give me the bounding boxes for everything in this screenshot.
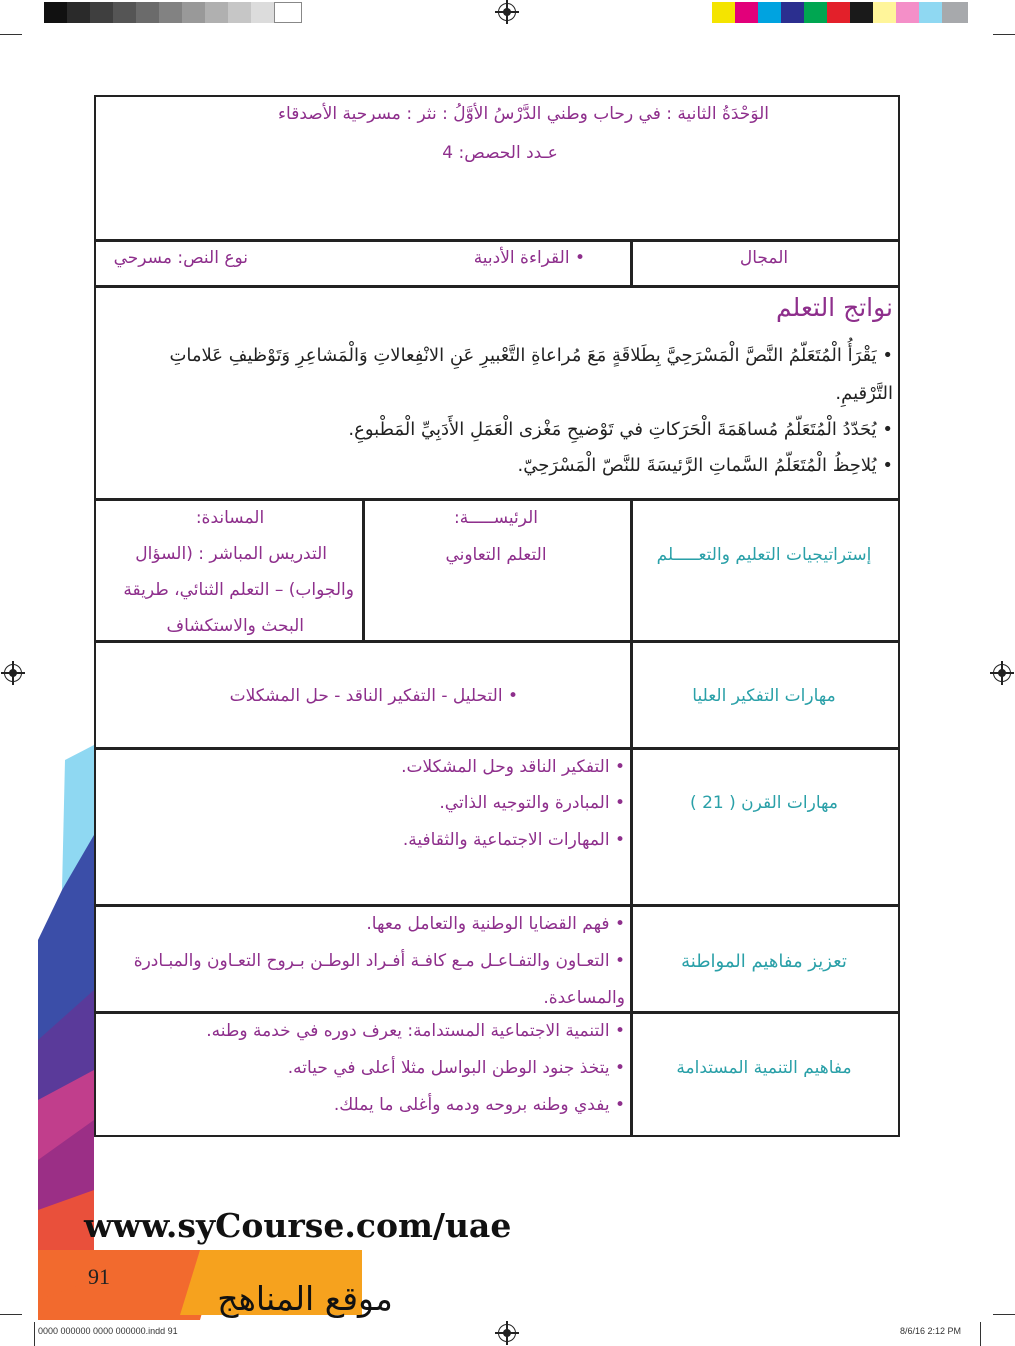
unit-lesson-title: الوَحْدَةُ الثانية : في رحاب وطني الدَّرْسُ الأوَّلُ : نثر : مسرحية الأصدقاء — [278, 104, 769, 124]
registration-mark-icon — [498, 1324, 516, 1342]
crop-mark — [0, 34, 22, 35]
support-strategy-line: البحث والاستكشاف — [166, 616, 304, 636]
century-skill-item: • المبادرة والتوجيه الذاتي. — [439, 793, 625, 813]
site-name-logo: موقع المناهج — [217, 1279, 393, 1318]
sustainability-item: • التنمية الاجتماعية المستدامة: يعرف دوره في خدمة وطنه. — [206, 1021, 625, 1041]
higher-thinking-value: • التحليل - التفكير الناقد - حل المشكلات — [229, 686, 518, 706]
slug-date: 8/6/16 2:12 PM — [900, 1326, 962, 1336]
century-skill-item: • المهارات الاجتماعية والثقافية. — [403, 830, 625, 850]
outcomes-title: نواتج التعلم — [776, 293, 893, 322]
citizenship-label: تعزيز مفاهيم المواطنة — [681, 951, 847, 972]
registration-mark-icon — [4, 664, 22, 682]
crop-mark — [980, 1322, 981, 1346]
outcome-item: • يُلاحِظُ الْمُتَعَلّمُ السَّماتِ الرَّئيسَةَ للنَّصّ الْمَسْرَحِيّ. — [518, 455, 893, 476]
support-strategy-title: المساندة: — [195, 508, 265, 528]
century-skills-label: مهارات القرن ( 21 ) — [690, 793, 838, 813]
century-skill-item: • التفكير الناقد وحل المشكلات. — [401, 757, 625, 777]
crop-mark — [993, 34, 1015, 35]
outcome-item: • يُحَدّدُ الْمُتَعَلّمُ مُساهَمَةَ الْحَرَكاتِ في تَوْضيحِ مَغْزى الْعَمَلِ الأَدَبِيِّ الْمَطْبوعِ. — [348, 419, 893, 440]
sustainability-item: • يتخذ جنود الوطن البواسل مثلا أعلى في حياته. — [288, 1058, 625, 1078]
page-number: 91 — [88, 1264, 110, 1289]
website-link[interactable]: www.syCourse.com/uae — [84, 1206, 512, 1245]
sustainability-item: • يفدي وطنه بروحه ودمه وأغلى ما يملك. — [334, 1095, 625, 1115]
support-strategy-line: التدريس المباشر : (السؤال — [135, 544, 327, 564]
outcome-item: • يَقْرَأُ الْمُتَعَلّمُ النَّصَّ الْمَسْرَحِيَّ بِطَلاقَةٍ مَعَ مُراعاةِ التَّعْبيرِ عَنِ الانْفِعالاتِ وَالْمَشاعِرِ وَتَوْظيفِ عَلاماتِ — [169, 345, 893, 366]
strategies-label: إستراتيجيات التعليم والتعـــــلم — [656, 545, 872, 565]
main-strategy-value: التعلم التعاوني — [445, 545, 547, 565]
citizenship-item-continuation: والمساعدة. — [543, 988, 625, 1008]
outcome-item-continuation: التَّرْقيمِ. — [835, 383, 893, 404]
text-type: نوع النص: مسرحي — [113, 248, 248, 268]
domain-value: • القراءة الأدبية — [473, 248, 585, 268]
domain-label: المجال — [739, 248, 789, 268]
slug-file-name: 0000 000000 0000 000000.indd 91 — [38, 1326, 178, 1336]
citizenship-item: • فهم القضايا الوطنية والتعامل معها. — [366, 914, 625, 934]
citizenship-item: • التعـاون والتفـاعـل مـع كافـة أفـراد الوطـن بـروح التعـاون والمبـادرة — [134, 951, 625, 971]
main-strategy-title: الرئيســـــة: — [453, 508, 539, 528]
higher-thinking-label: مهارات التفكير العليا — [692, 686, 836, 706]
periods-count: عـدد الحصص: 4 — [442, 143, 558, 163]
registration-mark-icon — [498, 3, 516, 21]
registration-mark-icon — [993, 664, 1011, 682]
sustainability-label: مفاهيم التنمية المستدامة — [676, 1058, 852, 1078]
crop-mark — [993, 1314, 1015, 1315]
support-strategy-line: والجواب) – التعلم الثنائي، طريقة — [123, 580, 354, 600]
